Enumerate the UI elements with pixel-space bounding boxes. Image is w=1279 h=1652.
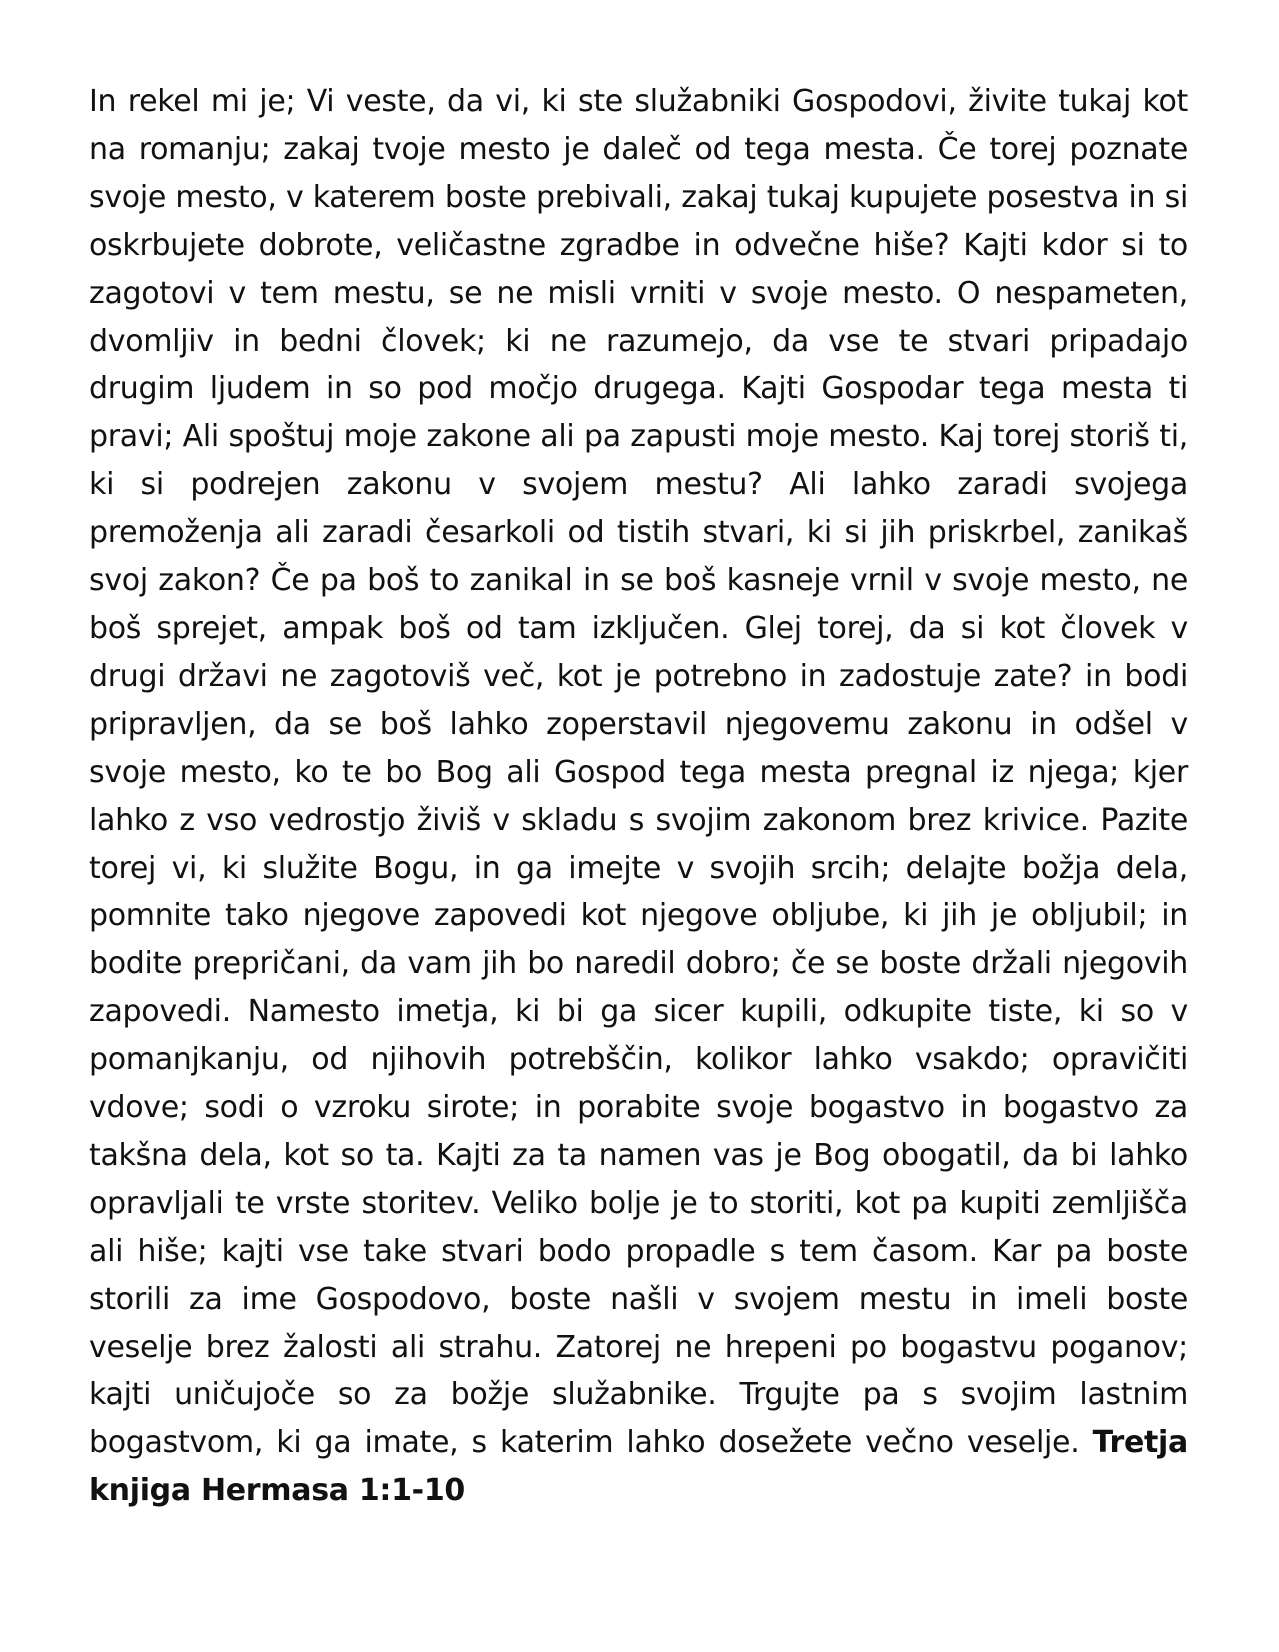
scripture-citation: Tretja knjiga Hermasa 1:1-10 — [89, 1425, 1188, 1509]
body-paragraph — [89, 78, 1188, 1515]
body-text: In rekel mi je; Vi veste, da vi, ki ste služabniki Gospodovi, živite tukaj kot na romanju; zakaj tvoje mesto je daleč od tega mesta. Če torej poznate svoje mesto, v katerem boste prebivali, zakaj tukaj kupujete posestva in si oskrbujete dobrote, veličastne zgradbe in odvečne hiše? Kajti kdor si to zagotovi v tem mestu, se ne misli vrniti v svoje mesto. O nespameten, dvomljiv in bedni človek; ki ne razumejo, da vse te stvari pripadajo drugim ljudem in so pod močjo drugega. Kajti Gospodar tega mesta ti pravi; Ali spoštuj moje zakone ali pa zapusti moje mesto. Kaj torej storiš ti, ki si podrejen zakonu v svojem mestu? Ali lahko zaradi svojega premoženja ali zaradi česarkoli od tistih stvari, ki si jih priskrbel, zanikaš svoj zakon? Če pa boš to zanikal in se boš kasneje vrnil v svoje mesto, ne boš sprejet, ampak boš od tam izključen. Glej torej, da si kot človek v drugi državi ne zagotoviš več, kot je potrebno in zadostuje zate? in bodi pripravljen, da se boš lahko zoperstavil njegovemu zakonu in odšel v svoje mesto, ko te bo Bog ali Gospod tega mesta pregnal iz njega; kjer lahko z vso vedrostjo živiš v skladu s svojim zakonom brez krivice. Pazite torej vi, ki služite Bogu, in ga imejte v svojih srcih; delajte božja dela, pomnite tako njegove zapovedi kot njegove obljube, ki jih je obljubil; in bodite prepričani, da vam jih bo naredil dobro; če se boste držali njegovih zapovedi. Namesto imetja, ki bi ga sicer kupili, odkupite tiste, ki so v pomanjkanju, od njihovih potrebščin, kolikor lahko vsakdo; opravičiti vdove; sodi o vzroku sirote; in porabite svoje bogastvo in bogastvo za takšna dela, kot so ta. Kajti za ta namen vas je Bog obogatil, da bi lahko opravljali te vrste storitev. Veliko bolje je to storiti, kot pa kupiti zemljišča ali hiše; kajti vse take stvari bodo propadle s tem časom. Kar pa boste storili za ime Gospodovo, boste našli v svojem mestu in imeli boste veselje brez žalosti ali strahu. Zatorej ne hrepeni po bogastvu poganov; kajti uničujoče so za božje služabnike. Trgujte pa s svojim lastnim bogastvom, ki ga imate, s katerim lahko dosežete večno veselje. — [89, 84, 1188, 1461]
